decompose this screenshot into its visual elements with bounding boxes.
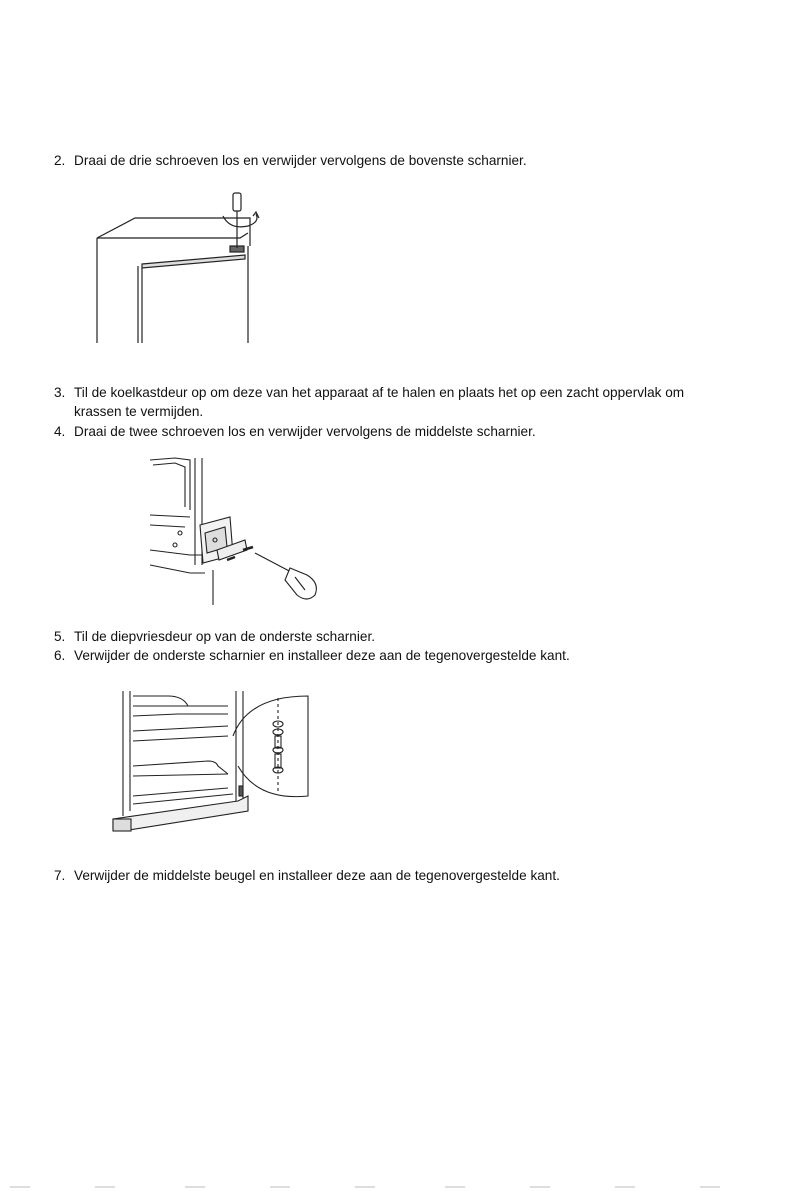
scan-artifact [0,1184,795,1191]
step-2 [54,151,744,170]
step-text: Verwijder de middelste beugel en installeer deze aan de tegenovergestelde kant. [74,868,560,883]
step-text: Til de diepvriesdeur op van de onderste scharnier. [74,629,376,644]
step-number: 2. [54,153,66,168]
step-number: 6. [54,648,66,663]
step-7 [54,866,744,885]
bottom-hinge-illustration [108,686,318,841]
step-number: 3. [54,385,66,400]
step-text: Draai de drie schroeven los en verwijder vervolgens de bovenste scharnier. [74,153,527,168]
step-text: Verwijder de onderste scharnier en installeer deze aan de tegenovergestelde kant. [74,648,570,663]
step-text: Draai de twee schroeven los en verwijder vervolgens de middelste scharnier. [74,424,536,439]
step-5 [54,627,744,646]
step-number: 7. [54,868,66,883]
step-number: 5. [54,629,66,644]
step-3 [54,383,744,421]
step-number: 4. [54,424,66,439]
middle-hinge-illustration [145,455,325,610]
step-6 [54,646,744,665]
top-hinge-illustration [90,188,265,348]
step-4 [54,422,744,441]
step-text: Til de koelkastdeur op om deze van het apparaat af te halen en plaats het op een zacht oppervlak om [74,385,685,400]
step-text-continued: krassen te vermijden. [74,404,204,419]
